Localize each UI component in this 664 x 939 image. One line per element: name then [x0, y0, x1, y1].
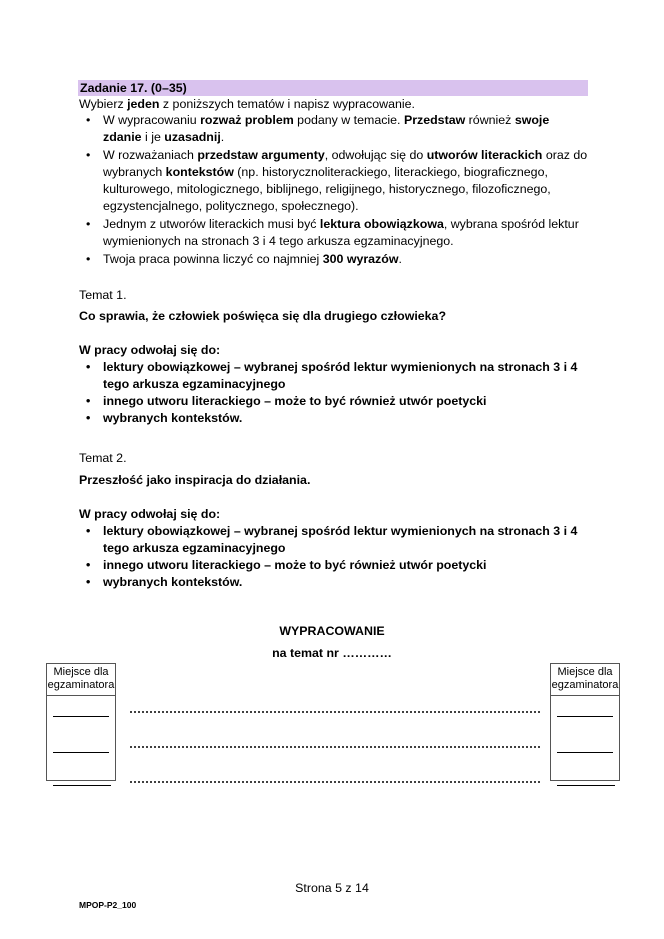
topic-1-label: Temat 1.	[79, 288, 127, 302]
score-line[interactable]	[557, 752, 613, 753]
page-number: Strona 5 z 14	[295, 881, 369, 895]
examiner-label: Miejsce dla egzaminatora	[551, 664, 619, 696]
topic-1-ref-list	[79, 359, 599, 427]
score-line[interactable]	[53, 716, 109, 717]
score-line[interactable]	[557, 716, 613, 717]
instruction-item: • W rozważaniach przedstaw argumenty, odwołując się do utworów literackich oraz do wybranych kontekstów (np. historycznoliterackiego, literackiego, biograficznego, kulturowego, mitologicznego, biblijnego, religijnego, historycznego, filozoficznego, egzystencjalnego, politycznego, społecznego).	[79, 147, 599, 215]
score-line[interactable]	[53, 785, 111, 786]
essay-subtitle: na temat nr …………	[272, 646, 392, 660]
examiner-box-left	[46, 663, 116, 781]
exam-code: MPOP-P2_100	[79, 900, 137, 910]
ref-item: • lektury obowiązkowej – wybranej spośród lektur wymienionych na stronach 3 i 4 tego arkusza egzaminacyjnego	[79, 359, 583, 393]
writing-line[interactable]	[129, 746, 541, 748]
topic-2-title: Przeszłość jako inspiracja do działania.	[79, 473, 311, 487]
ref-item: • wybranych kontekstów.	[79, 410, 599, 427]
essay-title: WYPRACOWANIE	[279, 624, 385, 638]
topic-2-ref-list	[79, 523, 599, 591]
score-line[interactable]	[53, 752, 109, 753]
topic-1-ref-heading: W pracy odwołaj się do:	[79, 343, 221, 357]
score-line[interactable]	[557, 785, 615, 786]
examiner-box-right	[550, 663, 620, 781]
topic-2-label: Temat 2.	[79, 451, 127, 465]
writing-line[interactable]	[129, 711, 541, 713]
instructions-list	[79, 112, 599, 269]
ref-item: • innego utworu literackiego – może to być również utwór poetycki	[79, 557, 599, 574]
examiner-label: Miejsce dla egzaminatora	[47, 664, 115, 696]
topic-2-ref-heading: W pracy odwołaj się do:	[79, 507, 221, 521]
instruction-item: • Twoja praca powinna liczyć co najmniej 300 wyrazów.	[79, 251, 599, 268]
writing-line[interactable]	[129, 781, 541, 783]
instruction-item: • W wypracowaniu rozważ problem podany w temacie. Przedstaw również swoje zdanie i je uzasadnij.	[79, 112, 583, 146]
instruction-item: • Jednym z utworów literackich musi być lektura obowiązkowa, wybrana spośród lektur wymienionych na stronach 3 i 4 tego arkusza egzaminacyjnego.	[79, 216, 603, 250]
ref-item: • lektury obowiązkowej – wybranej spośród lektur wymienionych na stronach 3 i 4 tego arkusza egzaminacyjnego	[79, 523, 583, 557]
task-header: Zadanie 17. (0–35)	[78, 80, 588, 96]
topic-1-title: Co sprawia, że człowiek poświęca się dla drugiego człowieka?	[79, 309, 447, 323]
task-intro: Wybierz jeden z poniższych tematów i napisz wypracowanie.	[79, 97, 415, 111]
ref-item: • innego utworu literackiego – może to być również utwór poetycki	[79, 393, 599, 410]
ref-item: • wybranych kontekstów.	[79, 574, 599, 591]
